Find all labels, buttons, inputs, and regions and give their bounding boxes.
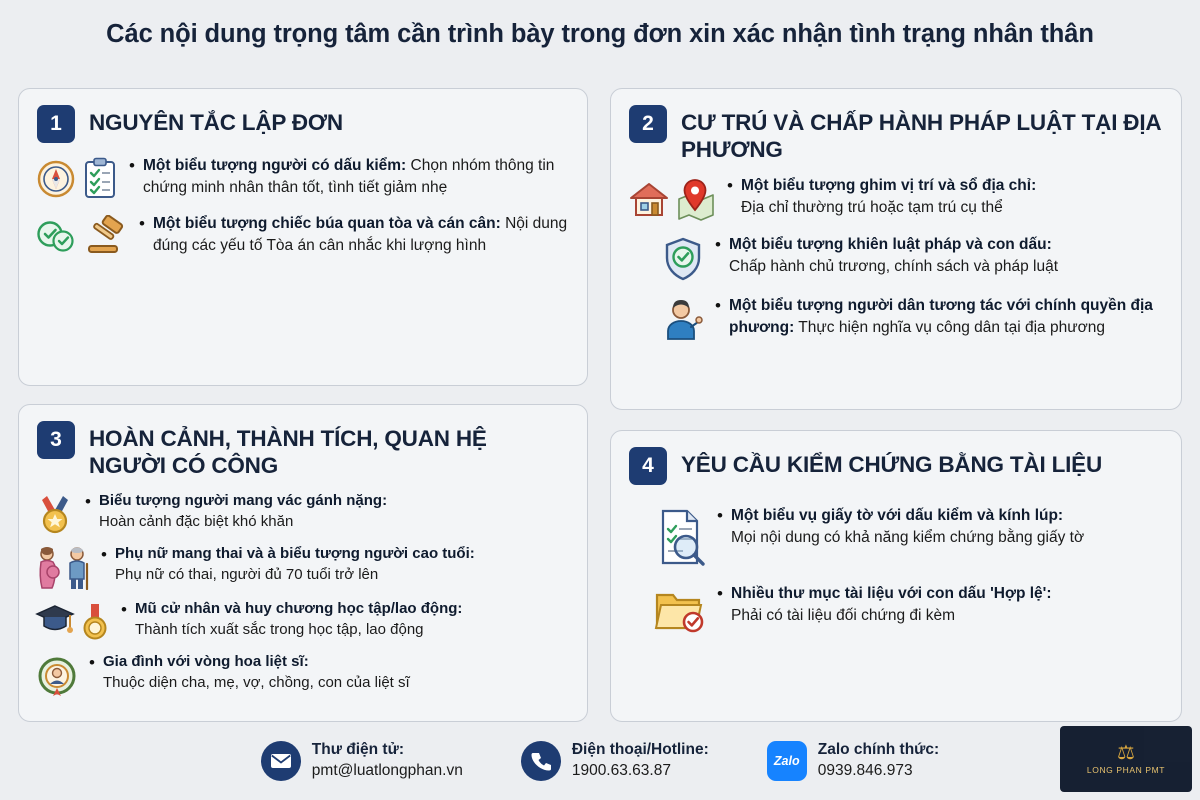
item-text — [129, 155, 571, 199]
list-item — [627, 234, 1165, 282]
item-body: Hoàn cảnh đặc biệt khó khăn — [99, 512, 294, 530]
item-bold: Một biểu tượng người dân tương tác với chính quyền địa phương: — [729, 297, 1153, 336]
clipboard-check-icon — [81, 157, 119, 201]
item-bold: Một biểu tượng khiên luật pháp và con dấu: — [729, 236, 1052, 253]
card-3-items — [19, 485, 587, 715]
list-item — [35, 544, 571, 590]
card-2-items — [611, 169, 1181, 364]
item-text — [121, 599, 462, 640]
check-badge-icon — [35, 215, 79, 257]
zalo-icon: Zalo — [767, 741, 807, 781]
logo-text: LONG PHAN PMT — [1086, 765, 1166, 775]
item-text — [139, 213, 571, 257]
document-magnifier-icon — [653, 507, 707, 567]
item-icons — [35, 491, 75, 535]
item-body: Phụ nữ có thai, người đủ 70 tuổi trở lên — [115, 565, 379, 583]
item-icons — [35, 544, 91, 590]
item-body: Chọn nhóm thông tin chứng minh nhân thân tốt, tình tiết giảm nhẹ — [143, 157, 555, 196]
item-body: Nội dung đúng các yếu tố Tòa án cân nhắc khi lượng hình — [153, 215, 568, 254]
item-text — [715, 295, 1165, 339]
card-4 — [610, 430, 1182, 722]
item-body: Địa chỉ thường trú hoặc tạm trú cụ thể — [741, 199, 1003, 216]
card-1-header — [19, 89, 587, 149]
item-bold: Mũ cử nhân và huy chương học tập/lao động: — [135, 600, 463, 617]
item-text — [727, 175, 1036, 219]
item-body: Phải có tài liệu đối chứng đi kèm — [731, 607, 956, 624]
item-icons — [627, 234, 705, 282]
card-2 — [610, 88, 1182, 410]
card-1-items — [19, 149, 587, 277]
item-icons — [35, 652, 79, 698]
envelope-icon — [261, 741, 301, 781]
gavel-icon — [83, 215, 129, 257]
list-item — [35, 491, 571, 535]
item-body: Chấp hành chủ trương, chính sách và pháp luật — [729, 258, 1059, 275]
card-2-header — [611, 89, 1181, 169]
pregnant-woman-icon — [35, 546, 61, 590]
contact-zalo-value: 0939.846.973 — [817, 762, 913, 779]
item-text — [89, 652, 410, 693]
card-2-title: CƯ TRÚ VÀ CHẤP HÀNH PHÁP LUẬT TẠI ĐỊA PHƯƠNG — [681, 110, 1161, 162]
item-text — [717, 583, 1052, 627]
map-pin-icon — [675, 177, 717, 221]
item-icons — [653, 583, 707, 635]
contact-phone[interactable] — [521, 740, 709, 782]
page-header — [0, 0, 1200, 68]
item-bold: Phụ nữ mang thai và à biểu tượng người cao tuổi: — [115, 545, 475, 562]
logo-mark: ⚖ — [1117, 742, 1135, 764]
shield-check-icon — [661, 236, 705, 282]
list-item — [35, 652, 571, 698]
list-item — [35, 155, 571, 201]
contact-phone-value: 1900.63.63.87 — [571, 762, 671, 779]
folder-stamp-icon — [653, 585, 707, 635]
list-item — [627, 175, 1165, 221]
list-item — [653, 505, 1165, 567]
item-bold: Một biểu tượng chiếc búa quan tòa và cán cân: — [153, 215, 501, 232]
item-icons — [653, 505, 707, 567]
contact-phone-text — [572, 740, 709, 782]
list-item — [35, 213, 571, 257]
card-2-number: 2 — [629, 105, 667, 143]
contact-footer — [0, 722, 1200, 800]
item-text — [717, 505, 1084, 549]
house-icon — [627, 177, 671, 221]
contact-email[interactable] — [261, 740, 463, 782]
item-bold: Nhiều thư mục tài liệu với con dấu 'Hợp lệ': — [731, 585, 1052, 602]
card-3-header — [19, 405, 587, 485]
card-1 — [18, 88, 588, 386]
item-icons — [627, 295, 705, 343]
item-bold: Một biểu vụ giấy tờ với dấu kiểm và kính lúp: — [731, 507, 1064, 524]
card-4-number: 4 — [629, 447, 667, 485]
brand-logo — [1060, 726, 1192, 792]
card-4-items — [611, 491, 1181, 659]
contact-email-label: Thư điện tử: — [311, 741, 404, 759]
item-body: Thành tích xuất sắc trong học tập, lao động — [135, 620, 424, 638]
contact-phone-label: Điện thoại/Hotline: — [571, 741, 709, 759]
item-text — [715, 234, 1058, 278]
card-1-number: 1 — [37, 105, 75, 143]
list-item — [35, 599, 571, 643]
item-icons — [35, 155, 119, 201]
graduation-cap-icon — [35, 601, 75, 643]
item-bold: Một biểu tượng người có dấu kiểm: — [143, 157, 407, 174]
item-icons — [35, 213, 129, 257]
list-item — [653, 583, 1165, 635]
item-body: Thực hiện nghĩa vụ công dân tại địa phương — [794, 319, 1105, 336]
compass-icon — [35, 158, 77, 200]
phone-icon — [521, 741, 561, 781]
item-body: Mọi nội dung có khả năng kiểm chứng bằng giấy tờ — [731, 529, 1085, 546]
item-text — [101, 544, 475, 585]
page-title: Các nội dung trọng tâm cần trình bày trong đơn xin xác nhận tình trạng nhân thân — [106, 19, 1094, 48]
card-4-header — [611, 431, 1181, 491]
contact-zalo-text — [818, 740, 939, 782]
item-text — [85, 491, 387, 532]
contact-email-value: pmt@luatlongphan.vn — [311, 762, 463, 779]
elderly-person-icon — [65, 546, 91, 590]
card-3-title: HOÀN CẢNH, THÀNH TÍCH, QUAN HỆ NGƯỜI CÓ CÔNG — [89, 426, 487, 478]
card-3-number: 3 — [37, 421, 75, 459]
contact-email-text — [312, 740, 463, 782]
card-3 — [18, 404, 588, 722]
item-bold: Một biểu tượng ghim vị trí và sổ địa chỉ: — [741, 177, 1037, 194]
item-body: Thuộc diện cha, mẹ, vợ, chồng, con của liệt sĩ — [103, 673, 410, 691]
wreath-award-icon — [35, 654, 79, 698]
item-bold: Biểu tượng người mang vác gánh nặng: — [99, 492, 388, 509]
medal-icon — [35, 493, 75, 535]
citizen-interact-icon — [661, 297, 705, 343]
contact-zalo-label: Zalo chính thức: — [817, 741, 940, 759]
item-icons — [627, 175, 717, 221]
card-4-title: YÊU CẦU KIỂM CHỨNG BẰNG TÀI LIỆU — [681, 452, 1103, 477]
item-bold: Gia đình với vòng hoa liệt sĩ: — [103, 653, 309, 670]
list-item — [627, 295, 1165, 343]
medal-icon — [79, 601, 111, 643]
contact-zalo[interactable] — [767, 740, 939, 782]
card-1-title: NGUYÊN TẮC LẬP ĐƠN — [89, 110, 343, 135]
item-icons — [35, 599, 111, 643]
